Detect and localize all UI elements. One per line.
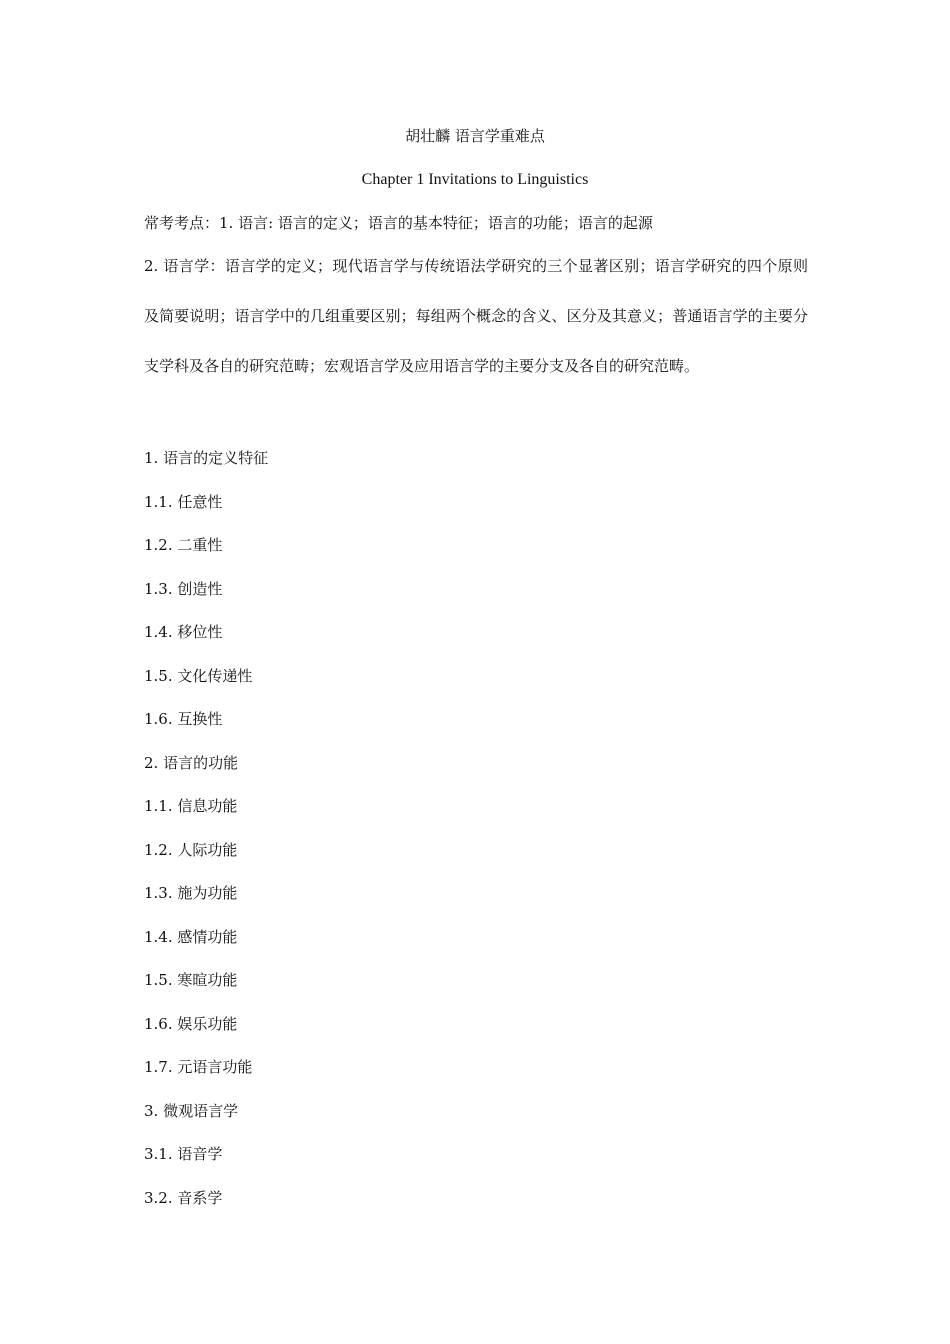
outline-item: 1.3. 创造性	[144, 580, 223, 598]
chapter-title: Chapter 1 Invitations to Linguistics	[361, 171, 589, 188]
outline-item: 1.6. 娱乐功能	[144, 1015, 238, 1033]
outline-item: 1.1. 任意性	[144, 493, 223, 511]
outline-item: 1.6. 互换性	[144, 710, 223, 728]
document-title-chinese: 胡壮麟 语言学重难点	[405, 127, 545, 145]
outline-item: 1.3. 施为功能	[144, 884, 238, 902]
outline-item: 1.4. 移位性	[144, 623, 223, 641]
key-points-line: 常考考点：1. 语言: 语言的定义；语言的基本特征；语言的功能；语言的起源	[144, 214, 653, 232]
outline-item: 3.2. 音系学	[144, 1189, 223, 1207]
outline-item: 1.2. 二重性	[144, 536, 223, 554]
outline-item: 1.7. 元语言功能	[144, 1058, 253, 1076]
outline-item: 1.2. 人际功能	[144, 841, 238, 859]
outline-item: 3. 微观语言学	[144, 1102, 239, 1120]
key-points-paragraph: 2. 语言学：语言学的定义；现代语言学与传统语法学研究的三个显著区别；语言学研究的四个原则及简要说明；语言学中的几组重要区别；每组两个概念的含义、区分及其意义；普通语言学的主要分支学科及各自的研究范畴；宏观语言学及应用语言学的主要分支及各自的研究范畴。	[144, 257, 808, 375]
outline-item: 1.4. 感情功能	[144, 928, 238, 946]
outline-item: 1.5. 寒暄功能	[144, 971, 238, 989]
outline-item: 1. 语言的定义特征	[144, 449, 269, 467]
outline-item: 1.5. 文化传递性	[144, 667, 253, 685]
outline-item: 3.1. 语音学	[144, 1145, 223, 1163]
outline-item: 1.1. 信息功能	[144, 797, 238, 815]
outline-item: 2. 语言的功能	[144, 754, 239, 772]
